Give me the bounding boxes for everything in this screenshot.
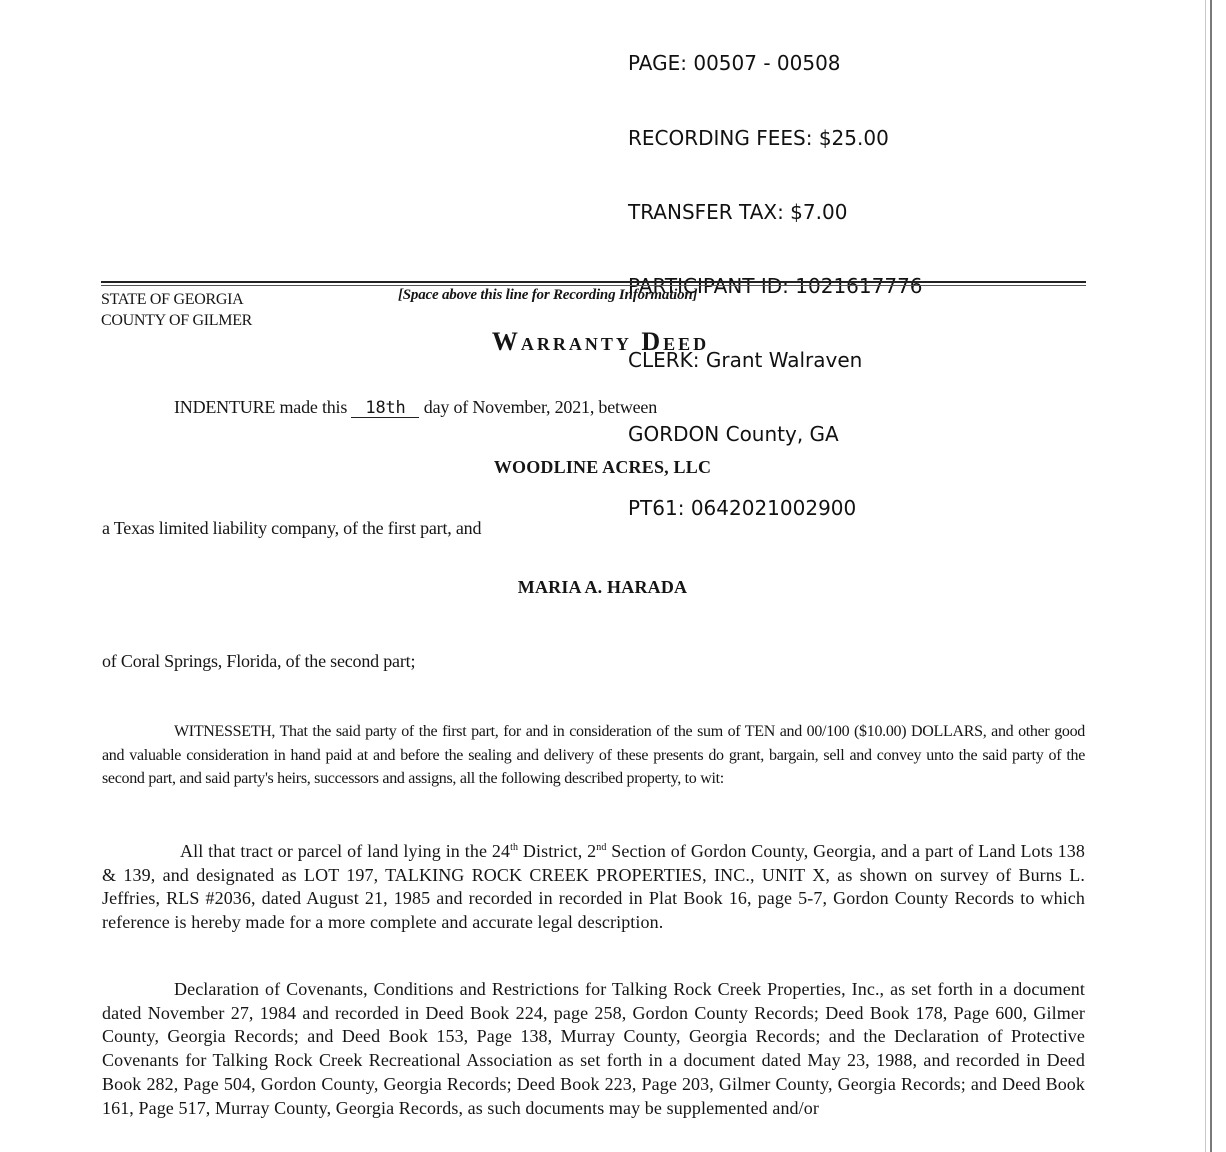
declaration-paragraph (102, 978, 1085, 1120)
recording-county: GORDON County, GA (628, 421, 839, 446)
indenture-day: 18th (351, 399, 419, 418)
page-edge (1210, 0, 1212, 1152)
indenture-line (174, 397, 657, 418)
declaration-text: Declaration of Covenants, Conditions and Restrictions for Talking Rock Creek Properties, Inc., as set forth in a document dated November 27, 1984 and recorded in Deed Book 224, page 258, Gordon County Records; Deed Book 178, Page 600, Gilmer County, Georgia Records; and Deed Book 153, Page 138, Murray County, Georgia Records; and the Declaration of Protective Covenants for Talking Rock Creek Recreational Association as set forth in a document dated May 23, 1988, and recorded in Deed Book 282, Page 504, Gordon County, Georgia Records; Deed Book 223, Page 203, Gilmer County, Georgia Records; and Deed Book 161, Page 517, Murray County, Georgia Records, as such documents may be supplemented and/or (102, 979, 1085, 1118)
state-label: STATE OF GEORGIA (101, 291, 244, 308)
clerk: CLERK: Grant Walraven (628, 347, 863, 372)
witnesseth-text: WITNESSETH, That the said party of the first part, for and in consideration of the sum of TEN and 00/100 ($10.00) DOLLARS, and other good and valuable consideration in hand paid at and before the sealing and delivery of these presents do grant, bargain, sell and convey unto the said party of the second part, and said party's heirs, successors and assigns, all the following described property, to wit: (102, 723, 1085, 787)
recording-space-note: [Space above this line for Recording Information] (398, 287, 698, 303)
page-edge-shadow (1205, 0, 1206, 1152)
legal-part2: District, 2 (518, 841, 597, 861)
pt61-number: PT61: 0642021002900 (628, 495, 857, 520)
legal-sup1: th (510, 842, 519, 853)
recording-page: PAGE: 00507 - 00508 (628, 51, 841, 76)
transfer-tax: TRANSFER TAX: $7.00 (628, 199, 848, 224)
recording-divider-thin (101, 285, 1086, 286)
indenture-prefix: INDENTURE made this (174, 397, 348, 417)
venue-block (101, 289, 252, 331)
witnesseth-paragraph (102, 720, 1085, 791)
legal-part1: All that tract or parcel of land lying in the 24 (180, 841, 511, 861)
grantor-name: WOODLINE ACRES, LLC (493, 457, 712, 477)
grantor-description: a Texas limited liability company, of the first part, and (102, 518, 482, 538)
legal-description-paragraph (102, 836, 1085, 935)
indenture-suffix: day of November, 2021, between (423, 397, 658, 417)
legal-part3: Section of Gordon County, Georgia, and a part of Land Lots 138 & 139, and designated as LOT 197, TALKING ROCK CREEK PROPERTIES, INC., UNIT X, as shown on survey of Burns L. Jeffries, RLS #2036, dated August 21, 1985 and recorded in recorded in Plat Book 16, page 5-7, Gordon County Records to which reference is hereby made for a more complete and accurate legal description. (102, 841, 1085, 933)
legal-sup2: nd (596, 842, 607, 853)
grantee-description: of Coral Springs, Florida, of the second part; (102, 651, 416, 671)
recording-divider (101, 281, 1086, 283)
recording-fees: RECORDING FEES: $25.00 (628, 125, 889, 150)
document-title: Warranty Deed (491, 327, 710, 356)
county-label: COUNTY OF GILMER (101, 312, 253, 329)
grantee-name: MARIA A. HARADA (517, 577, 688, 597)
